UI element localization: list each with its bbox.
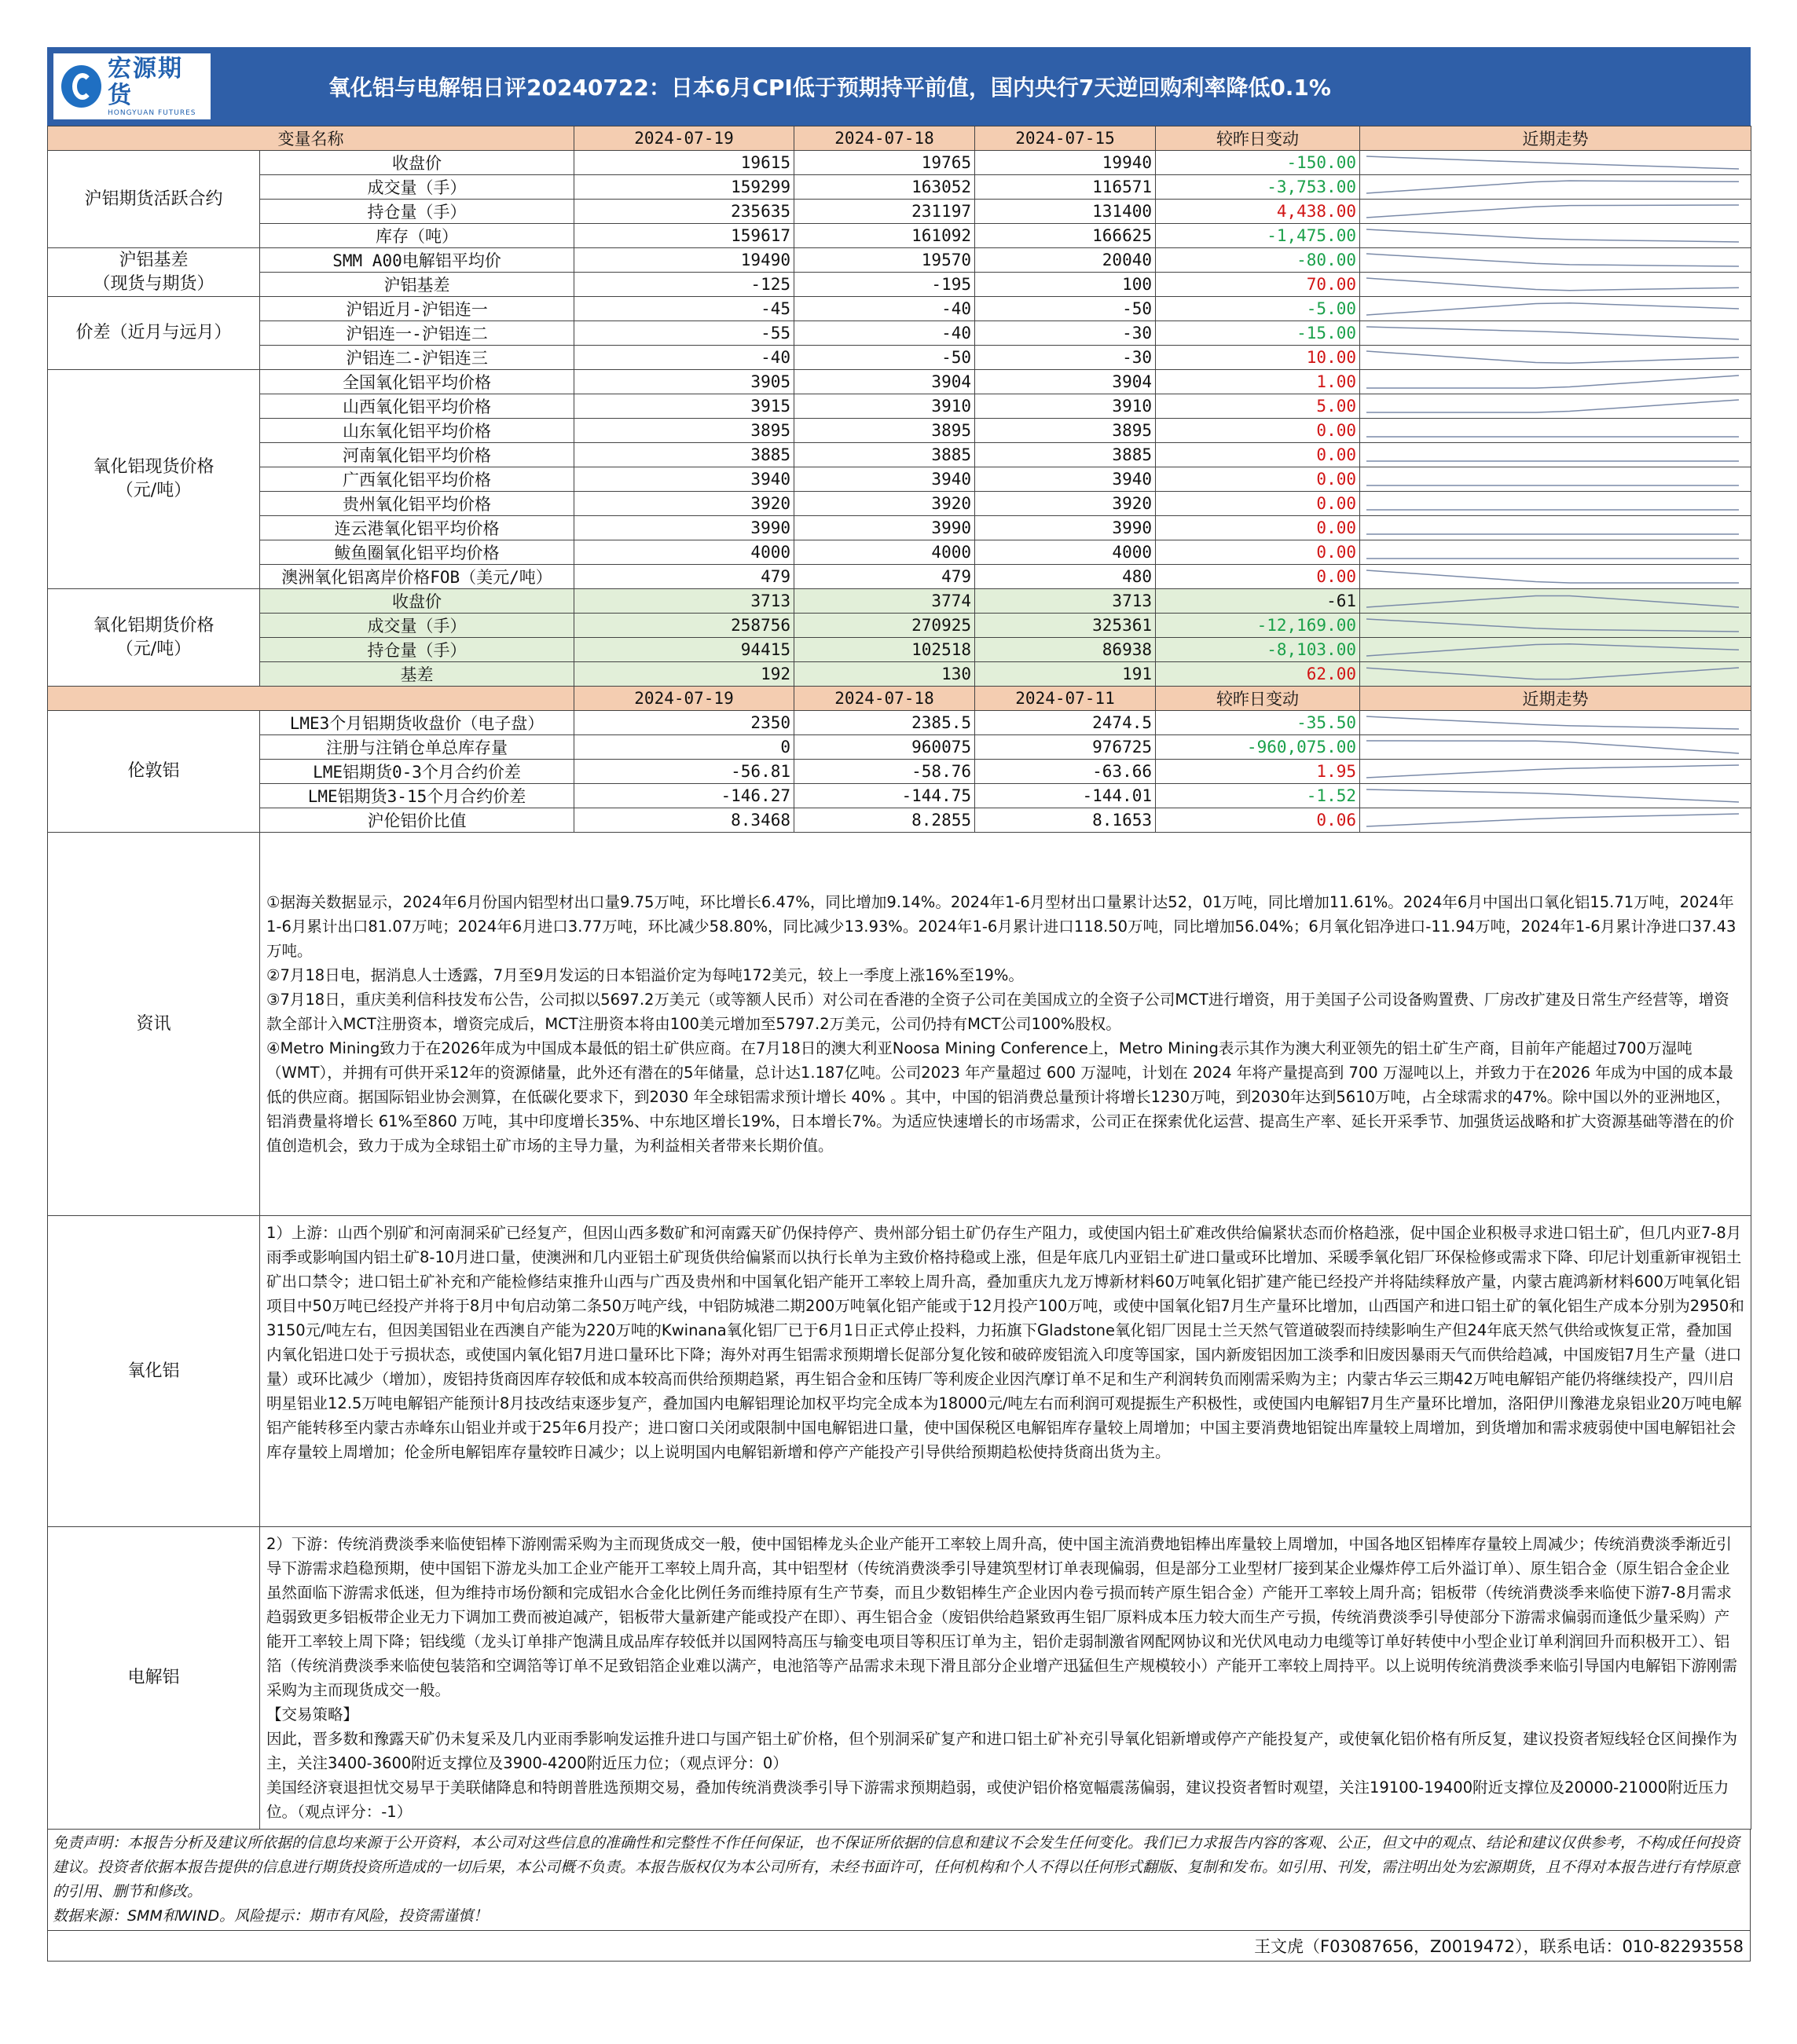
value-cell: 2350	[574, 711, 794, 735]
text-section-row	[48, 833, 1751, 1216]
sparkline	[1360, 395, 1745, 417]
table-row	[48, 394, 1751, 419]
value-cell: 3920	[794, 492, 975, 516]
strategy-aluminum: 美国经济衰退担忧交易早于美联储降息和特朗普胜选预期交易，叠加传统消费淡季引导下游需求预期趋弱，或使沪铝价格宽幅震荡偏弱，建议投资者暂时观望，关注19100-19400附近支撑位及20000-21000附近压力位。（观点评分：-1）	[266, 1778, 1729, 1821]
value-cell: 270925	[794, 614, 975, 638]
sparkline	[1360, 371, 1745, 393]
table-row	[48, 492, 1751, 516]
data-table	[47, 126, 1751, 1830]
value-cell: 161092	[794, 224, 975, 248]
value-cell: 231197	[794, 200, 975, 224]
value-cell: 130	[794, 662, 975, 687]
value-cell: -40	[794, 321, 975, 346]
alumina-analysis: 1）上游：山西个别矿和河南洞采矿已经复产，但因山西多数矿和河南露天矿仍保持停产、贵州部分铝土矿仍存生产阻力，或使国内铝土矿难改供给偏紧状态而价格趋涨，促中国企业积极寻求进口铝土矿，但几内亚7-8月雨季或影响国内铝土矿8-10月进口量，使澳洲和几内亚铝土矿现货供给偏紧而以执行长单为主致价格持稳或上涨，但是年底几内亚铝土矿进口量或环比增加、采暖季氧化铝厂环保检修或需求下降、印尼计划重新审视铝土矿出口禁令；进口铝土矿补充和产能检修结束推升山西与广西及贵州和中国氧化铝产能开工率较上周升高，叠加重庆九龙万博新材料60万吨氧化铝扩建产能已经投产并将陆续释放产量，内蒙古鹿鸿新材料600万吨氧化铝项目中50万吨已经投产并将于8月中旬启动第二条50万吨产线，中铝防城港二期200万吨氧化铝产能或于12月投产100万吨，或使中国氧化铝7月生产量环比增加，山西国产和进口铝土矿的氧化铝生产成本分别为2950和3150元/吨左右，但因美国铝业在西澳自产能为220万吨的Kwinana氧化铝厂已于6月1日正式停止投料，力拓旗下Gladstone氧化铝厂因昆士兰天然气管道破裂而持续影响生产但24年底天然气供给或恢复正常，叠加国内氧化铝进口处于亏损状态，或使国内氧化铝7月进口量环比下降；海外对再生铝需求预期增长促部分复化铵和破碎废铝流入印度等国家，国内新废铝因加工淡季和旧废因暴雨天气而供给趋减，中国废铝7月生产量（进口量）或环比减少（增加），废铝持货商因库存较低和成本较高而供给预期趋紧，再生铝合金和压铸厂等利废企业因汽摩订单不足和生产利润转负而刚需采购为主；内蒙古华云三期42万吨电解铝产能仍将继续投产，四川启明星铝业12.5万吨电解铝产能预计8月技改结束逐步复产，叠加国内电解铝理论加权平均完全成本为18000元/吨左右而利润可观提振生产积极性，或使国内电解铝7月生产量环比增加，洛阳伊川豫港龙泉铝业20万吨电解铝产能转移至内蒙古赤峰东山铝业并或于25年6月投产；进口窗口关闭或限制中国电解铝进口量，使中国保税区电解铝库存量较上周增加；中国主要消费地铝锭出库量较上周增加，到货增加和需求疲弱使中国电解铝社会库存量较上周增加；伦金所电解铝库存量较昨日减少；以上说明国内电解铝新增和停产产能投产引导供给预期趋松使持货商出货为主。	[266, 1224, 1744, 1461]
value-cell: 3713	[574, 589, 794, 614]
disclaimer-text: 免责声明：本报告分析及建议所依据的信息均来源于公开资料，本公司对这些信息的准确性和完整性不作任何保证，也不保证所依据的信息和建议不会发生任何变化。我们已力求报告内容的客观、公正，但文中的观点、结论和建议仅供参考，不构成任何投资建议。投资者依据本报告提供的信息进行期货投资所造成的一切后果，本公司概不负责。本报告版权仅为本公司所有，未经书面许可，任何机构和个人不得以任何形式翻版、复制和发布。如引用、刊发，需注明出处为宏源期货，且不得对本报告进行有悖原意的引用、删节和修改。	[53, 1834, 1740, 1900]
change-cell: -15.00	[1156, 321, 1360, 346]
value-cell: 131400	[975, 200, 1156, 224]
change-cell: 1.95	[1156, 760, 1360, 784]
sparkline	[1360, 468, 1745, 490]
trend-cell	[1360, 614, 1751, 638]
value-cell: 3895	[574, 419, 794, 443]
value-cell: 159617	[574, 224, 794, 248]
value-cell: 86938	[975, 638, 1156, 662]
row-label: 河南氧化铝平均价格	[260, 443, 574, 467]
sparkline	[1360, 152, 1745, 174]
sparkline-path	[1366, 400, 1739, 412]
sparkline	[1360, 322, 1745, 344]
row-label: SMM A00电解铝平均价	[260, 248, 574, 273]
sparkline-path	[1366, 814, 1739, 826]
change-cell: 0.00	[1156, 516, 1360, 540]
value-cell: -50	[794, 346, 975, 370]
row-label: 成交量（手）	[260, 614, 574, 638]
sparkline	[1360, 298, 1745, 320]
value-cell: 479	[574, 565, 794, 589]
value-cell: 19940	[975, 151, 1156, 175]
value-cell: -55	[574, 321, 794, 346]
change-cell: 0.00	[1156, 565, 1360, 589]
value-cell: 20040	[975, 248, 1156, 273]
table-row	[48, 419, 1751, 443]
table1-header-row	[48, 126, 1751, 151]
value-cell: -125	[574, 273, 794, 297]
change-cell: 1.00	[1156, 370, 1360, 394]
value-cell: 3990	[574, 516, 794, 540]
row-label: 沪伦铝价比值	[260, 808, 574, 833]
value-cell: 3915	[574, 394, 794, 419]
column-header: 2024-07-15	[975, 126, 1156, 151]
logo-cn-text: 宏源期货	[108, 55, 184, 109]
value-cell: -30	[975, 321, 1156, 346]
trend-cell	[1360, 321, 1751, 346]
change-cell: 4,438.00	[1156, 200, 1360, 224]
value-cell: 3895	[975, 419, 1156, 443]
sparkline	[1360, 225, 1745, 247]
trend-cell	[1360, 419, 1751, 443]
table-row	[48, 784, 1751, 808]
change-cell: -12,169.00	[1156, 614, 1360, 638]
row-label: 贵州氧化铝平均价格	[260, 492, 574, 516]
trend-cell	[1360, 297, 1751, 321]
table-row	[48, 346, 1751, 370]
row-label: LME3个月铝期货收盘价（电子盘）	[260, 711, 574, 735]
column-header: 较昨日变动	[1156, 687, 1360, 711]
sparkline-path	[1366, 570, 1739, 583]
value-cell: 19615	[574, 151, 794, 175]
sparkline	[1360, 639, 1745, 661]
sparkline-path	[1366, 303, 1739, 315]
value-cell: 3885	[794, 443, 975, 467]
value-cell: 3910	[794, 394, 975, 419]
data-source-text: 数据来源：SMM和WIND。风险提示：期市有风险，投资需谨慎！	[53, 1907, 489, 1925]
group-label: 伦敦铝	[48, 711, 260, 833]
change-cell: 0.00	[1156, 419, 1360, 443]
row-label: 鲅鱼圈氧化铝平均价格	[260, 540, 574, 565]
sparkline-path	[1366, 596, 1739, 608]
column-header: 近期走势	[1360, 126, 1751, 151]
value-cell: 166625	[975, 224, 1156, 248]
row-label: 沪铝连一-沪铝连二	[260, 321, 574, 346]
sparkline-path	[1366, 765, 1739, 778]
trend-cell	[1360, 200, 1751, 224]
change-cell: -61	[1156, 589, 1360, 614]
value-cell: 19490	[574, 248, 794, 273]
trend-cell	[1360, 346, 1751, 370]
value-cell: 2385.5	[794, 711, 975, 735]
sparkline-path	[1366, 741, 1739, 753]
value-cell: 3895	[794, 419, 975, 443]
sparkline	[1360, 419, 1745, 441]
table-row	[48, 516, 1751, 540]
row-label: LME铝期货3-15个月合约价差	[260, 784, 574, 808]
value-cell: -40	[794, 297, 975, 321]
row-label: 沪铝近月-沪铝连一	[260, 297, 574, 321]
sparkline	[1360, 517, 1745, 539]
trend-cell	[1360, 248, 1751, 273]
section-label: 氧化铝	[48, 1216, 260, 1527]
value-cell: 94415	[574, 638, 794, 662]
table-row	[48, 589, 1751, 614]
trend-cell	[1360, 516, 1751, 540]
table-row	[48, 200, 1751, 224]
table-row	[48, 151, 1751, 175]
sparkline-path	[1366, 644, 1739, 656]
value-cell: 19570	[794, 248, 975, 273]
row-label: 持仓量（手）	[260, 638, 574, 662]
table-row	[48, 321, 1751, 346]
value-cell: 100	[975, 273, 1156, 297]
value-cell: 3904	[794, 370, 975, 394]
sparkline	[1360, 663, 1745, 685]
value-cell: 19765	[794, 151, 975, 175]
change-cell: 0.00	[1156, 443, 1360, 467]
trend-cell	[1360, 492, 1751, 516]
strategy-alumina: 因此，晋多数和豫露天矿仍未复采及几内亚雨季影响发运推升进口与国产铝土矿价格，但个别洞采矿复产和进口铝土矿补充引导氧化铝新增或停产产能投复产，或使氧化铝价格有所反复，建议投资者短线轻仓区间操作为主，关注3400-3600附近支撑位及3900-4200附近压力位；（观点评分：0）	[266, 1730, 1738, 1772]
report-title: 氧化铝与电解铝日评20240722：日本6月CPI低于预期持平前值，国内央行7天逆回购利率降低0.1%	[328, 75, 1331, 101]
table-row	[48, 614, 1751, 638]
sparkline-path	[1366, 205, 1739, 218]
change-cell: 62.00	[1156, 662, 1360, 687]
value-cell: -40	[574, 346, 794, 370]
value-cell: 3885	[574, 443, 794, 467]
trend-cell	[1360, 394, 1751, 419]
value-cell: -195	[794, 273, 975, 297]
sparkline	[1360, 493, 1745, 515]
value-cell: 3940	[794, 467, 975, 492]
trend-cell	[1360, 224, 1751, 248]
value-cell: 3910	[975, 394, 1156, 419]
value-cell: 3774	[794, 589, 975, 614]
logo-icon	[61, 65, 101, 108]
trend-cell	[1360, 760, 1751, 784]
news-paragraph: ③7月18日，重庆美利信科技发布公告，公司拟以5697.2万美元（或等额人民币）对公司在香港的全资子公司在美国成立的全资子公司MCT进行增资，用于美国子公司设备购置费、厂房改扩建及日常生产经营等，增资款全部计入MCT注册资本，增资完成后，MCT注册资本将由100美元增加至5797.2万美元，公司仍持有MCT公司100%股权。	[266, 991, 1729, 1033]
column-header: 近期走势	[1360, 687, 1751, 711]
change-cell: -150.00	[1156, 151, 1360, 175]
row-label: 沪铝基差	[260, 273, 574, 297]
value-cell: 163052	[794, 175, 975, 200]
row-label: 库存（吨）	[260, 224, 574, 248]
text-section-row	[48, 1216, 1751, 1527]
change-cell: -8,103.00	[1156, 638, 1360, 662]
table-row	[48, 808, 1751, 833]
row-label: 注册与注销仓单总库存量	[260, 735, 574, 760]
section-content	[260, 1527, 1751, 1830]
sparkline-path	[1366, 375, 1739, 388]
sparkline	[1360, 712, 1745, 734]
change-cell: -5.00	[1156, 297, 1360, 321]
column-header: 较昨日变动	[1156, 126, 1360, 151]
table-row	[48, 711, 1751, 735]
change-cell: -960,075.00	[1156, 735, 1360, 760]
table-row	[48, 467, 1751, 492]
sparkline	[1360, 590, 1745, 612]
sparkline-path	[1366, 716, 1739, 729]
value-cell: 3920	[574, 492, 794, 516]
column-header: 变量名称	[48, 126, 574, 151]
change-cell: 5.00	[1156, 394, 1360, 419]
group-label: 沪铝期货活跃合约	[48, 151, 260, 248]
disclaimer	[47, 1830, 1751, 1931]
trend-cell	[1360, 175, 1751, 200]
change-cell: 0.00	[1156, 540, 1360, 565]
value-cell: 3904	[975, 370, 1156, 394]
sparkline	[1360, 346, 1745, 368]
value-cell: 479	[794, 565, 975, 589]
value-cell: 3885	[975, 443, 1156, 467]
value-cell: 480	[975, 565, 1156, 589]
value-cell: 2474.5	[975, 711, 1156, 735]
sparkline-path	[1366, 619, 1739, 632]
sparkline-path	[1366, 327, 1739, 339]
row-label: 山西氧化铝平均价格	[260, 394, 574, 419]
strategy-title: 【交易策略】	[266, 1705, 359, 1723]
table-row	[48, 297, 1751, 321]
sparkline-path	[1366, 254, 1739, 266]
trend-cell	[1360, 273, 1751, 297]
trend-cell	[1360, 662, 1751, 687]
trend-cell	[1360, 589, 1751, 614]
table-row	[48, 565, 1751, 589]
news-paragraph: ②7月18日电，据消息人士透露，7月至9月发运的日本铝溢价定为每吨172美元，较上一季度上涨16%至19%。	[266, 966, 1024, 984]
trend-cell	[1360, 540, 1751, 565]
change-cell: -1,475.00	[1156, 224, 1360, 248]
sparkline-path	[1366, 278, 1739, 291]
trend-cell	[1360, 467, 1751, 492]
news-paragraph: ①据海关数据显示，2024年6月份国内铝型材出口量9.75万吨，环比增长6.47%，同比增加9.14%。2024年1-6月型材出口量累计达52，01万吨，同比增加11.61%。2024年6月中国出口氧化铝15.71万吨，2024年1-6月累计出口81.07万吨；2024年6月进口3.77万吨，环比减少58.80%，同比减少13.93%。2024年1-6月累计进口118.50万吨，同比增加56.04%；6月氧化铝净进口-11.94万吨，2024年1-6月累计净进口37.43万吨。	[266, 893, 1736, 960]
row-label: 收盘价	[260, 151, 574, 175]
group-label: 氧化铝期货价格 （元/吨）	[48, 589, 260, 687]
value-cell: -144.01	[975, 784, 1156, 808]
value-cell: -50	[975, 297, 1156, 321]
sparkline	[1360, 566, 1745, 588]
sparkline	[1360, 785, 1745, 807]
table-row	[48, 540, 1751, 565]
value-cell: 0	[574, 735, 794, 760]
value-cell: -45	[574, 297, 794, 321]
report-header	[47, 47, 1751, 126]
change-cell: 0.06	[1156, 808, 1360, 833]
value-cell: 4000	[794, 540, 975, 565]
value-cell: 3713	[975, 589, 1156, 614]
value-cell: 325361	[975, 614, 1156, 638]
news-paragraph: ④Metro Mining致力于在2026年成为中国成本最低的铝土矿供应商。在7月18日的澳大利亚Noosa Mining Conference上，Metro Mining表示其作为澳大利亚领先的铝土矿生产商，目前年产能超过700万湿吨（WMT），并拥有可供开采12年的资源储量，此外还有潜在的5年储量，总计达1.187亿吨。公司2023 年产量超过 600 万湿吨，计划在 2024 年将产量提高到 700 万湿吨以上，并致力于在2026 年成为中国的成本最低的供应商。据国际铝业协会测算，在低碳化要求下，到2030 年全球铝需求预计增长 40% 。其中，中国的铝消费总量预计将增长1230万吨，到2030年达到5610万吨，占全球需求的47%。除中国以外的亚洲地区，铝消费量将增长 61%至860 万吨，其中印度增长35%、中东地区增长19%，日本增长7%。为适应快速增长的市场需求，公司正在探索优化运营、提高生产率、延长开采季节、加强货运战略和扩大资源基础等潜在的价值创造机会，致力于成为全球铝土矿市场的主导力量，为利益相关者带来长期价值。	[266, 1039, 1735, 1155]
section-label: 电解铝	[48, 1527, 260, 1830]
group-label: 氧化铝现货价格 （元/吨）	[48, 370, 260, 589]
value-cell: 102518	[794, 638, 975, 662]
section-content	[260, 1216, 1751, 1527]
trend-cell	[1360, 151, 1751, 175]
change-cell: 0.00	[1156, 492, 1360, 516]
row-label: 山东氧化铝平均价格	[260, 419, 574, 443]
logo-en-text: HONGYUAN FUTURES	[108, 109, 196, 117]
table-row	[48, 735, 1751, 760]
change-cell: -3,753.00	[1156, 175, 1360, 200]
row-label: 全国氧化铝平均价格	[260, 370, 574, 394]
trend-cell	[1360, 711, 1751, 735]
trend-cell	[1360, 784, 1751, 808]
trend-cell	[1360, 565, 1751, 589]
value-cell: 4000	[975, 540, 1156, 565]
downstream-analysis: 2）下游：传统消费淡季来临使铝棒下游刚需采购为主而现货成交一般，使中国铝棒龙头企业产能开工率较上周升高，使中国主流消费地铝棒出库量较上周增加，中国各地区铝棒库存量较上周减少；传统消费淡季渐近引导下游需求趋稳预期，使中国铝下游龙头加工企业产能开工率较上周升高，其中铝型材（传统消费淡季引导建筑型材订单表现偏弱，但是部分工业型材厂接到某企业爆炸停工后外溢订单）、原生铝合金（原生铝合金企业虽然面临下游需求低迷，但为维持市场份额和完成铝水合金化比例任务而维持原有生产节奏，而且少数铝棒生产企业因内卷亏损而转产原生铝合金）产能开工率较上周升高；铝板带（传统消费淡季来临使下游7-8月需求趋弱致更多铝板带企业无力下调加工费而被迫减产，铝板带大量新建产能或投产在即）、再生铝合金（废铝供给趋紧致再生铝厂原料成本压力较大而生产亏损，传统消费淡季引导使部分下游需求偏弱而逢低少量采购）产能开工率较上周下降；铝线缆（龙头订单排产饱满且成品库存较低并以国网特高压与输变电项目等积压订单为主，铝价走弱制激省网配网协议和光伏风电动力电缆等订单好转使中小型企业订单利润回升而积极开工）、铝箔（传统消费淡季来临使包装箔和空调箔等订单不足致铝箔企业难以满产，电池箔等产品需求未现下滑且部分企业增产迅猛但生产规模较小）产能开工率较上周持平。以上说明传统消费淡季来临引导国内电解铝下游刚需采购为主而现货成交一般。	[266, 1535, 1738, 1699]
change-cell: -1.52	[1156, 784, 1360, 808]
sparkline	[1360, 444, 1745, 466]
value-cell: -58.76	[794, 760, 975, 784]
sparkline	[1360, 541, 1745, 563]
trend-cell	[1360, 638, 1751, 662]
value-cell: 116571	[975, 175, 1156, 200]
column-header: 2024-07-19	[574, 126, 794, 151]
change-cell: -80.00	[1156, 248, 1360, 273]
value-cell: 235635	[574, 200, 794, 224]
row-label: LME铝期货0-3个月合约价差	[260, 760, 574, 784]
row-label: 成交量（手）	[260, 175, 574, 200]
table-row	[48, 248, 1751, 273]
table-row	[48, 224, 1751, 248]
row-label: 广西氧化铝平均价格	[260, 467, 574, 492]
sparkline	[1360, 736, 1745, 758]
analyst-footer: 王文虎（F03087656，Z0019472），联系电话：010-82293558	[47, 1931, 1751, 1962]
sparkline	[1360, 614, 1745, 636]
value-cell: 3990	[975, 516, 1156, 540]
value-cell: 3940	[574, 467, 794, 492]
value-cell: 960075	[794, 735, 975, 760]
report-page	[47, 47, 1751, 1962]
change-cell: 10.00	[1156, 346, 1360, 370]
column-header: 2024-07-18	[794, 687, 975, 711]
trend-cell	[1360, 808, 1751, 833]
row-label: 持仓量（手）	[260, 200, 574, 224]
value-cell: 4000	[574, 540, 794, 565]
table-row	[48, 175, 1751, 200]
trend-cell	[1360, 443, 1751, 467]
table-row	[48, 443, 1751, 467]
sparkline-path	[1366, 789, 1739, 802]
value-cell: -30	[975, 346, 1156, 370]
value-cell: 8.1653	[975, 808, 1156, 833]
sparkline	[1360, 760, 1745, 782]
sparkline-path	[1366, 668, 1739, 680]
row-label: 连云港氧化铝平均价格	[260, 516, 574, 540]
value-cell: 3990	[794, 516, 975, 540]
value-cell: -146.27	[574, 784, 794, 808]
sparkline	[1360, 249, 1745, 271]
column-header	[48, 687, 574, 711]
sparkline-path	[1366, 181, 1739, 193]
value-cell: 3905	[574, 370, 794, 394]
sparkline	[1360, 273, 1745, 295]
value-cell: 192	[574, 662, 794, 687]
value-cell: -56.81	[574, 760, 794, 784]
value-cell: 3920	[975, 492, 1156, 516]
change-cell: 70.00	[1156, 273, 1360, 297]
value-cell: 976725	[975, 735, 1156, 760]
sparkline	[1360, 200, 1745, 222]
company-logo	[53, 53, 211, 119]
change-cell: -35.50	[1156, 711, 1360, 735]
table-row	[48, 662, 1751, 687]
value-cell: 159299	[574, 175, 794, 200]
value-cell: -63.66	[975, 760, 1156, 784]
sparkline	[1360, 809, 1745, 831]
column-header: 2024-07-18	[794, 126, 975, 151]
group-label: 沪铝基差 （现货与期货）	[48, 248, 260, 297]
value-cell: 258756	[574, 614, 794, 638]
section-content	[260, 833, 1751, 1216]
table-row	[48, 273, 1751, 297]
column-header: 2024-07-11	[975, 687, 1156, 711]
value-cell: 191	[975, 662, 1156, 687]
sparkline-path	[1366, 351, 1739, 363]
column-header: 2024-07-19	[574, 687, 794, 711]
change-cell: 0.00	[1156, 467, 1360, 492]
sparkline-path	[1366, 156, 1739, 169]
trend-cell	[1360, 735, 1751, 760]
group-label: 价差（近月与远月）	[48, 297, 260, 370]
row-label: 澳洲氧化铝离岸价格FOB（美元/吨）	[260, 565, 574, 589]
value-cell: -144.75	[794, 784, 975, 808]
trend-cell	[1360, 370, 1751, 394]
value-cell: 3940	[975, 467, 1156, 492]
sparkline	[1360, 176, 1745, 198]
section-label: 资讯	[48, 833, 260, 1216]
row-label: 收盘价	[260, 589, 574, 614]
row-label: 沪铝连二-沪铝连三	[260, 346, 574, 370]
text-section-row	[48, 1527, 1751, 1830]
table-row	[48, 370, 1751, 394]
sparkline-path	[1366, 229, 1739, 242]
table2-header-row	[48, 687, 1751, 711]
table-row	[48, 760, 1751, 784]
row-label: 基差	[260, 662, 574, 687]
table-row	[48, 638, 1751, 662]
value-cell: 8.2855	[794, 808, 975, 833]
value-cell: 8.3468	[574, 808, 794, 833]
